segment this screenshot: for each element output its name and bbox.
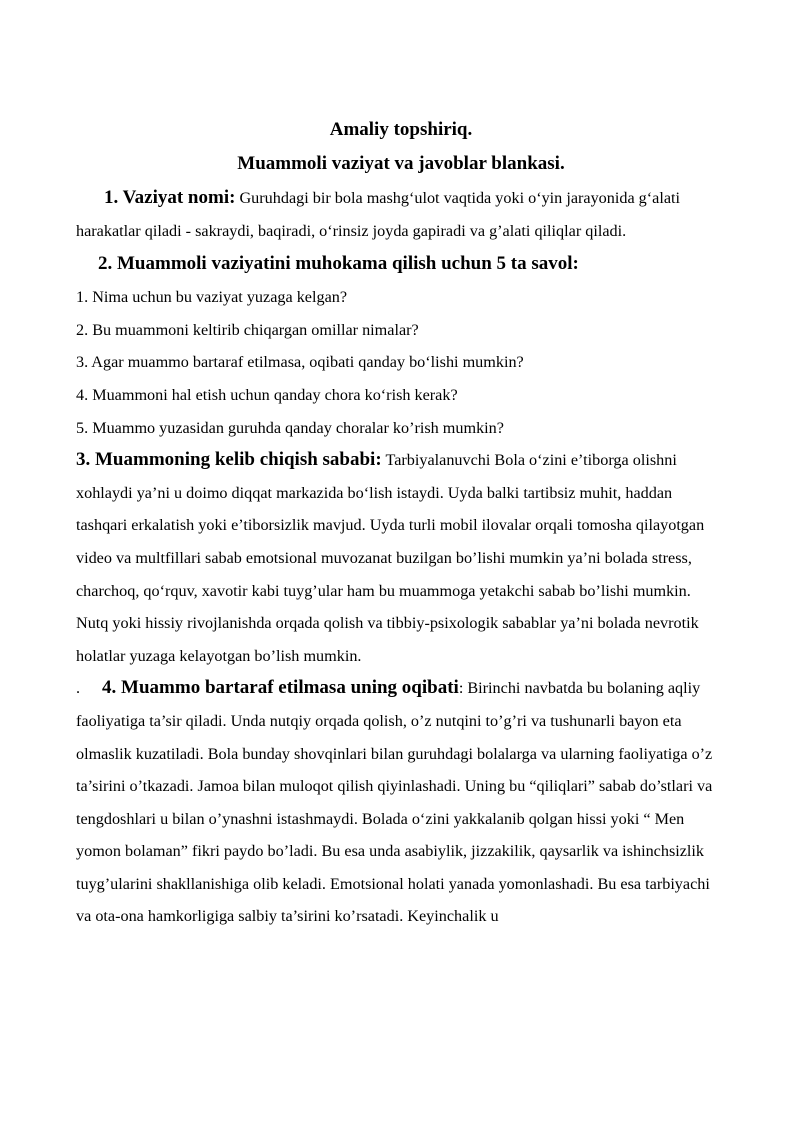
section-3-text: Tarbiyalanuvchi Bola o‘zini e’tiborga olishni xohlaydi ya’ni u doimo diqqat markazida bo‘lish istaydi. Uyda balki tartibsiz muhit, haddan tashqari erkalatish yoki e’tiborsizlik mavjud. Uyda turli mobil ilovalar orqali tomosha qilayotgan video va multfillari sabab emotsional muvozanat buzilgan bo’lishi mumkin ya’ni bolada stress, charchoq, qo‘rquv, xavotir kabi tuyg’ular ham bu muammoga yetakchi sabab bo’lishi mumkin. Nutq yoki hissiy rivojlanishda orqada qolish va tibbiy-psixologik sabablar ya’ni bolada nevrotik holatlar yuzaga kelayotgan bo’lish mumkin. bbox=[76, 451, 705, 665]
section-4-prefix: . bbox=[76, 679, 81, 698]
section-4-colon: : bbox=[458, 679, 464, 698]
section-1 bbox=[76, 182, 726, 247]
section-2-heading: 2. Muammoli vaziyatini muhokama qilish uchun 5 ta savol: bbox=[98, 253, 579, 275]
section-4 bbox=[76, 672, 726, 933]
document-title: Amaliy topshiriq. bbox=[329, 119, 473, 140]
section-1-text: Guruhdagi bir bola mashg‘ulot vaqtida yoki o‘yin jarayonida g‘alati harakatlar qiladi - sakraydi, baqiradi, o‘rinsiz joyda gapiradi va g’alati qiliqlar qiladi. bbox=[76, 189, 681, 240]
questions-list bbox=[76, 281, 726, 444]
section-4-heading: 4. Muammo bartaraf etilmasa uning oqibati bbox=[102, 677, 459, 699]
section-4-text: Birinchi navbatda bu bolaning aqliy faoliyatiga ta’sir qiladi. Unda nutqiy orqada qolish, o’z nutqini to’g’ri va tushunarli bayon eta olmaslik kuzatiladi. Bola bunday shovqinlari bilan guruhdagi bolalarga va ularning faoliyatiga o’z ta’sirini o’tkazadi. Jamoa bilan muloqot qilish qiyinlashadi. Uning bu “qiliqlari” sabab do’stlari va tengdoshlari u bilan o’ynashni istashmaydi. Bolada o‘zini yakkalanib qolgan hissi yoki “ Men yomon bolaman” fikri paydo bo’ladi. Bu esa unda asabiylik, jizzakilik, qaysarlik va ishinchsizlik tuyg’ularini shakllanishiga olib keladi. Emotsional holati yanada yomonlashadi. Bu esa tarbiyachi va ota-ona hamkorligiga salbiy ta’sirini ko’rsatadi. Keyinchalik u bbox=[76, 679, 713, 926]
list-item: 3. Agar muammo bartaraf etilmasa, oqibati qanday bo‘lishi mumkin? bbox=[76, 353, 524, 372]
list-item: 4. Muammoni hal etish uchun qanday chora ko‘rish kerak? bbox=[76, 385, 458, 404]
section-3 bbox=[76, 444, 726, 672]
list-item: 2. Bu muammoni keltirib chiqargan omillar nimalar? bbox=[76, 320, 419, 339]
section-1-heading: 1. Vaziyat nomi: bbox=[104, 187, 236, 208]
list-item: 1. Nima uchun bu vaziyat yuzaga kelgan? bbox=[76, 288, 348, 307]
document-subtitle: Muammoli vaziyat va javoblar blankasi. bbox=[237, 153, 565, 174]
section-3-heading: 3. Muammoning kelib chiqish sababi: bbox=[76, 449, 382, 471]
document-page bbox=[76, 112, 726, 933]
list-item: 5. Muammo yuzasidan guruhda qanday choralar ko’rish mumkin? bbox=[76, 418, 504, 437]
